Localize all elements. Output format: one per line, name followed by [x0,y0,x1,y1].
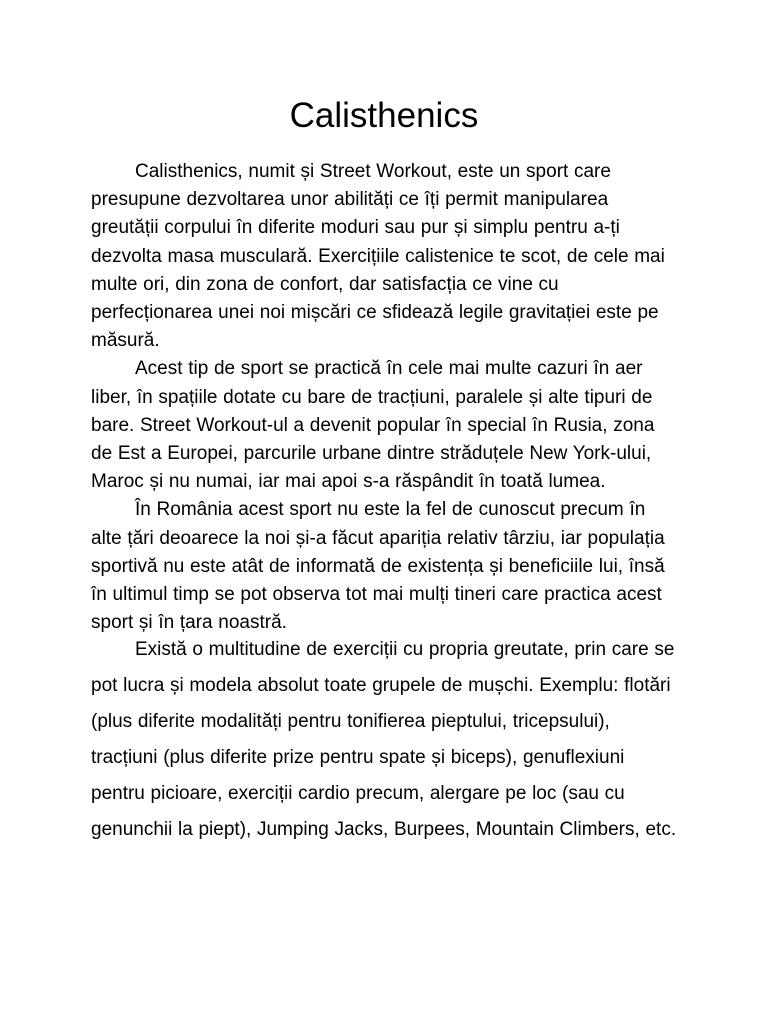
paragraph-exercises: Există o multitudine de exerciții cu propria greutate, prin care se pot lucra și modela absolut toate grupele de mușchi. Exemplu: flotări (plus diferite modalități pentru tonifierea pieptului, tricepsului), tracțiuni (plus diferite prize pentru spate și biceps), genuflexiuni pentru picioare, exerciții cardio precum, alergare pe loc (sau cu genunchii la piept), Jumping Jacks, Burpees, Mountain Climbers, etc. [91,639,677,841]
document-title: Calisthenics [289,96,479,135]
paragraph-intro: Calisthenics, numit și Street Workout, este un sport care presupune dezvoltarea unor abilități ce îți permit manipularea greutății corpului în diferite moduri sau pur și simplu pentru a-ți dezvolta masa musculară. Exercițiile calistenice te scot, de cele mai multe ori, din zona de confort, dar satisfacția ce vine cu perfecționarea unei noi mișcări ce sfidează legile gravitației este pe măsură. [91,161,665,352]
document-body [91,158,681,848]
paragraph-practice: Acest tip de sport se practică în cele mai multe cazuri în aer liber, în spațiile dotate cu bare de tracțiuni, paralele și alte tipuri de bare. Street Workout-ul a devenit popular în special în Rusia, zona de Est a Europei, parcurile urbane dintre străduțele New York-ului, Maroc și nu numai, iar mai apoi s-a răspândit în toată lumea. [91,358,655,493]
paragraph-romania: În România acest sport nu este la fel de cunoscut precum în alte țări deoarece la noi și-a făcut apariția relativ târziu, iar populația sportivă nu este atât de informată de existența și beneficiile lui, însă în ultimul timp se pot observa tot mai mulți tineri care practica acest sport și în țara noastră. [91,499,665,634]
